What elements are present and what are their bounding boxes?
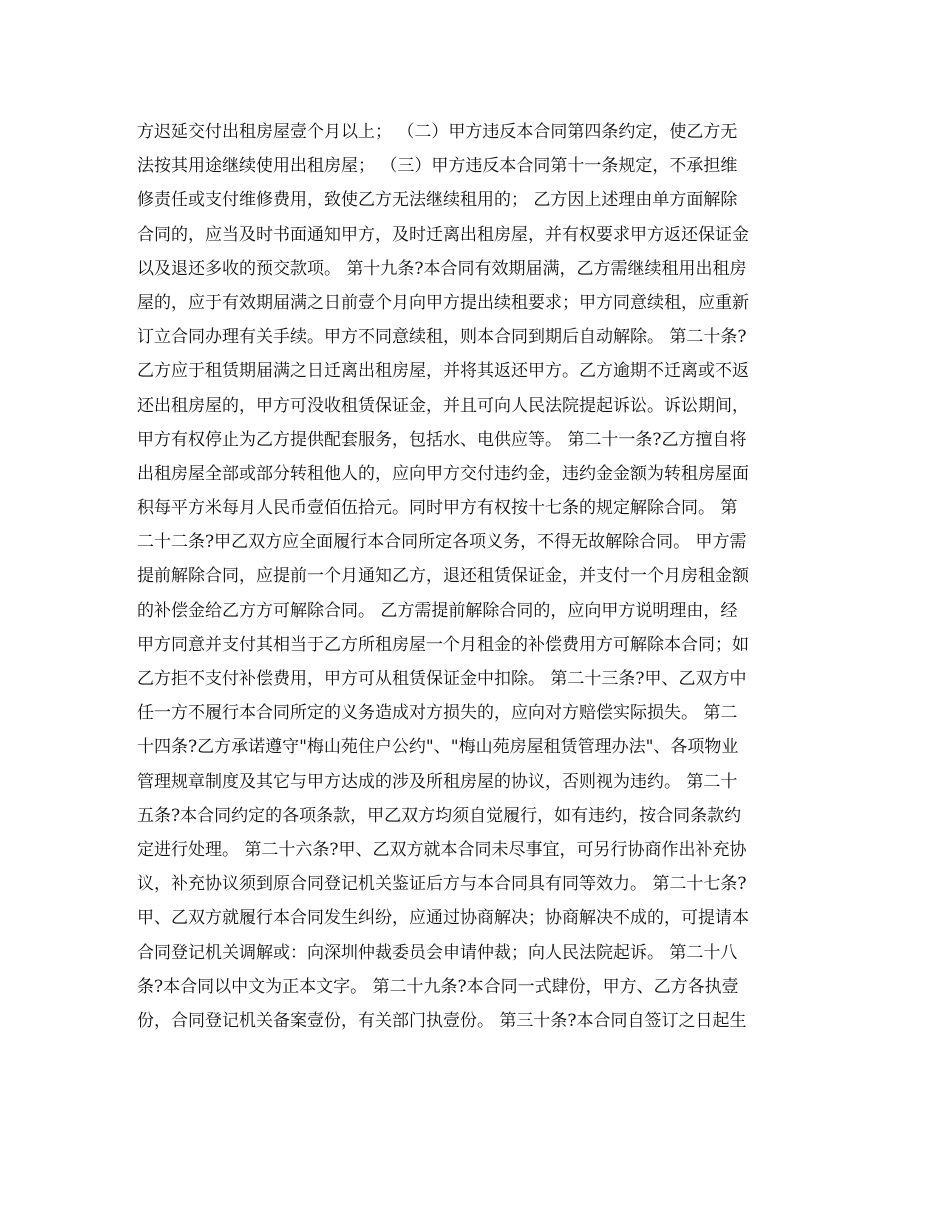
contract-body-text bbox=[137, 115, 837, 1038]
text-line-3: 修责任或支付维修费用，致使乙方无法继续租用的； 乙方因上述理由单方面解除 bbox=[137, 190, 738, 211]
text-line-10: 甲方有权停止为乙方提供配套服务，包括水、电供应等。 第二十一条?乙方擅自将 bbox=[137, 429, 747, 450]
text-line-26: 条?本合同以中文为正本文字。 第二十九条?本合同一式肆份，甲方、乙方各执壹 bbox=[137, 976, 739, 997]
text-line-5: 以及退还多收的预交款项。 第十九条?本合同有效期届满，乙方需继续租用出租房 bbox=[137, 258, 747, 279]
text-line-22: 定进行处理。 第二十六条?甲、乙双方就本合同未尽事宜，可另行协商作出补充协 bbox=[137, 839, 747, 860]
text-line-4: 合同的，应当及时书面通知甲方，及时迁离出租房屋，并有权要求甲方返还保证金 bbox=[137, 224, 749, 245]
text-line-20: 管理规章制度及其它与甲方达成的涉及所租房屋的协议，否则视为违约。 第二十 bbox=[137, 771, 738, 792]
text-line-21: 五条?本合同约定的各项条款，甲乙双方均须自觉履行，如有违约，按合同条款约 bbox=[137, 805, 742, 826]
text-line-18: 任一方不履行本合同所定的义务造成对方损失的，应向对方赔偿实际损失。 第二 bbox=[137, 703, 738, 724]
text-line-25: 合同登记机关调解或：向深圳仲裁委员会申请仲裁；向人民法院起诉。 第二十八 bbox=[137, 942, 738, 963]
text-line-16: 甲方同意并支付其相当于乙方所租房屋一个月租金的补偿费用方可解除本合同；如 bbox=[137, 634, 749, 655]
text-line-27: 份，合同登记机关备案壹份，有关部门执壹份。 第三十条?本合同自签订之日起生 bbox=[137, 1010, 747, 1031]
text-line-6: 屋的，应于有效期届满之日前壹个月向甲方提出续租要求；甲方同意续租，应重新 bbox=[137, 292, 749, 313]
text-line-23: 议，补充协议须到原合同登记机关鉴证后方与本合同具有同等效力。 第二十七条? bbox=[137, 874, 747, 895]
text-line-19: 十四条?乙方承诺遵守"梅山苑住户公约"、"梅山苑房屋租赁管理办法"、各项物业 bbox=[137, 737, 739, 758]
text-line-24: 甲、乙双方就履行本合同发生纠纷，应通过协商解决；协商解决不成的，可提请本 bbox=[137, 908, 749, 929]
text-line-2: 法按其用途继续使用出租房屋； （三）甲方违反本合同第十一条规定，不承担维 bbox=[137, 156, 738, 177]
text-line-11: 出租房屋全部或部分转租他人的，应向甲方交付违约金，违约金金额为转租房屋面 bbox=[137, 463, 749, 484]
text-line-15: 的补偿金给乙方方可解除合同。 乙方需提前解除合同的，应向甲方说明理由，经 bbox=[137, 600, 738, 621]
text-line-14: 提前解除合同，应提前一个月通知乙方，退还租赁保证金，并支付一个月房租金额 bbox=[137, 566, 749, 587]
text-line-12: 积每平方米每月人民币壹佰伍拾元。同时甲方有权按十七条的规定解除合同。 第 bbox=[137, 498, 738, 519]
text-line-8: 乙方应于租赁期届满之日迁离出租房屋，并将其返还甲方。乙方逾期不迁离或不返 bbox=[137, 361, 749, 382]
text-line-1: 方迟延交付出租房屋壹个月以上； （二）甲方违反本合同第四条约定，使乙方无 bbox=[137, 122, 738, 142]
text-line-9: 还出租房屋的，甲方可没收租赁保证金，并且可向人民法院提起诉讼。诉讼期间， bbox=[137, 395, 749, 416]
text-line-7: 订立合同办理有关手续。甲方不同意续租，则本合同到期后自动解除。 第二十条? bbox=[137, 327, 747, 348]
text-line-13: 二十二条?甲乙双方应全面履行本合同所定各项义务，不得无故解除合同。 甲方需 bbox=[137, 532, 747, 553]
text-line-17: 乙方拒不支付补偿费用，甲方可从租赁保证金中扣除。 第二十三条?甲、乙双方中 bbox=[137, 669, 747, 689]
